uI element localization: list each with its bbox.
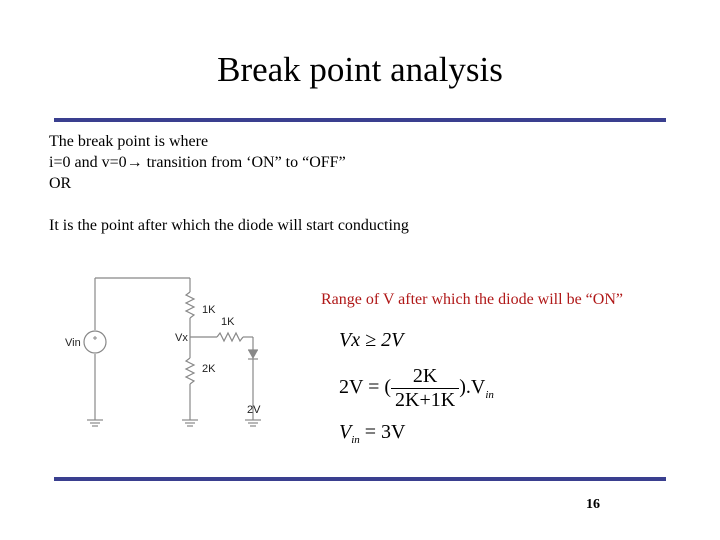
series-resistor-label: 1K: [221, 316, 235, 328]
equation-3: [339, 421, 406, 446]
circuit-diagram: [55, 270, 285, 440]
body-line-1: The break point is where: [49, 133, 209, 150]
r1-label: 1K: [202, 304, 216, 316]
diode-symbol: [248, 350, 258, 359]
body-line-3: OR: [49, 175, 72, 192]
eq2-left: 2V = (: [339, 376, 392, 399]
body-line-2: i=0 and v=0→ transition from ‘ON” to “OFF”: [49, 154, 346, 171]
node-label: Vx: [175, 332, 188, 344]
top-divider: [54, 118, 666, 122]
eq2-subscript: in: [485, 389, 494, 402]
eq3-right: = 3V: [359, 421, 406, 443]
eq2-right: ).V: [459, 376, 486, 399]
page-number: 16: [586, 497, 600, 512]
source-label: Vin: [65, 337, 81, 349]
body-line-4: It is the point after which the diode will start conducting: [49, 217, 409, 234]
battery-label: 2V: [247, 404, 261, 416]
eq3-left: V: [339, 421, 352, 443]
slide-body: [49, 131, 409, 236]
range-statement: Range of V after which the diode will be “ON”: [321, 291, 623, 308]
bottom-divider: [54, 477, 666, 481]
voltage-source-symbol: [84, 331, 106, 353]
slide-title: Break point analysis: [217, 50, 503, 89]
resistor-1k-series: [217, 333, 243, 341]
eq3-subscript: in: [351, 434, 360, 446]
eq2-denominator: 2K+1K: [395, 389, 456, 411]
r2-label: 2K: [202, 363, 216, 375]
equation-2: [339, 365, 494, 412]
resistor-2k: [186, 358, 194, 384]
resistor-1k-top: [186, 292, 194, 318]
eq2-fraction: [391, 365, 459, 412]
equation-1: Vx ≥ 2V: [339, 329, 404, 351]
eq2-numerator: 2K: [391, 365, 459, 389]
